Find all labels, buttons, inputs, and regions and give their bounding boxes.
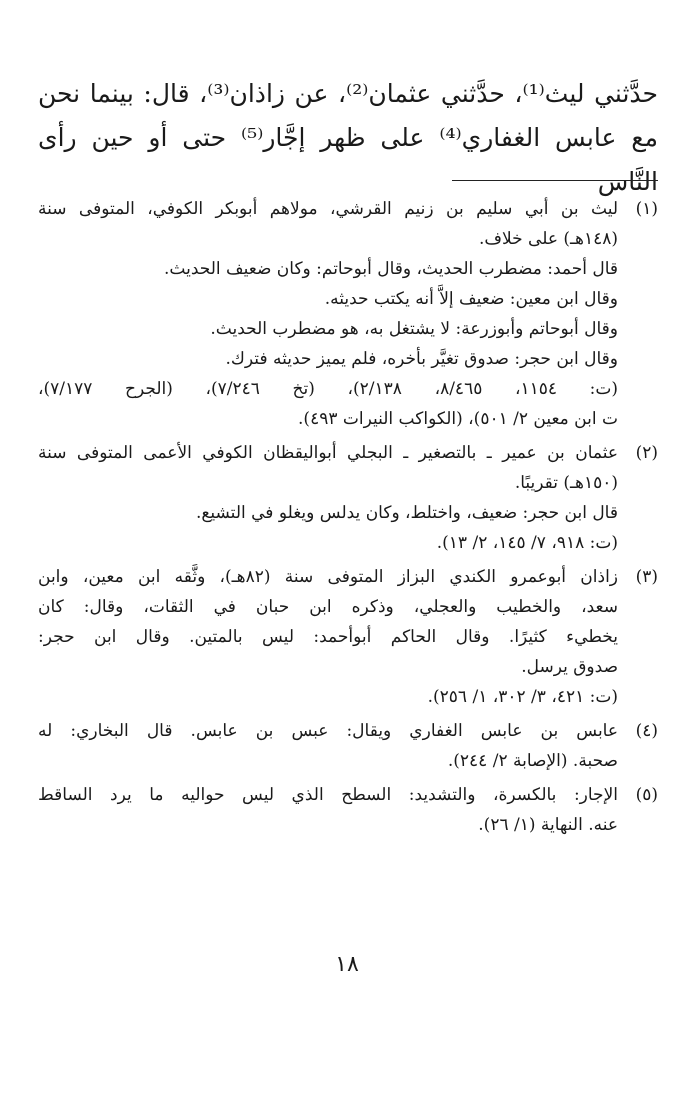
footnote-line: وقال ابن حجر: صدوق تغيَّر بأخره، فلم يميز حديثه فترك.: [225, 349, 618, 369]
footnote-line: الإجار: بالكسرة، والتشديد: السطح الذي ليس حواليه ما يرد الساقط: [38, 785, 618, 805]
footnote-line: يخطيء كثيرًا. وقال الحاكم أبوأحمد: ليس بالمتين. وقال ابن حجر:: [38, 627, 618, 647]
footnote-number: (١): [635, 199, 658, 219]
footnote-number: (٤): [635, 721, 658, 741]
footnote-3: [38, 562, 658, 712]
footnote-line: ليث بن أبي سليم بن زنيم القرشي، مولاهم أبوبكر الكوفي، المتوفى سنة: [38, 199, 618, 219]
footnote-line: صحبة. (الإصابة ٢/ ٢٤٤).: [447, 751, 618, 771]
footnote-line: وقال أبوحاتم وأبوزرعة: لا يشتغل به، هو مضطرب الحديث.: [210, 319, 618, 339]
footnote-1: [38, 194, 658, 434]
footnote-line: قال ابن حجر: ضعيف، واختلط، وكان يدلس ويغلو في التشيع.: [195, 503, 618, 523]
footnote-line: عنه. النهاية (١/ ٢٦).: [478, 815, 618, 835]
footnote-line: عابس بن عابس الغفاري ويقال: عبس بن عابس. قال البخاري: له: [38, 721, 618, 741]
footnote-line: (ت: ٤٢١، ٣/ ٣٠٢، ١/ ٢٥٦).: [427, 687, 618, 707]
footnotes: [38, 194, 658, 844]
main-text-block: [38, 72, 658, 204]
footnote-line: قال أحمد: مضطرب الحديث، وقال أبوحاتم: وكان ضعيف الحديث.: [163, 259, 618, 279]
main-text-line: مع عابس الغفاري⁽⁴⁾ على ظهر إجَّار⁽⁵⁾ حتى أو حين رأى النَّاس: [38, 123, 658, 196]
footnote-line: صدوق يرسل.: [521, 657, 618, 677]
footnote-4: [38, 716, 658, 776]
footnote-number: (٥): [635, 785, 658, 805]
page-number: ١٨: [335, 952, 359, 977]
footnote-line: عثمان بن عمير ـ بالتصغير ـ البجلي أبواليقظان الكوفي الأعمى المتوفى سنة: [38, 443, 618, 463]
main-text-line: حدَّثني ليث⁽¹⁾، حدَّثني عثمان⁽²⁾، عن زاذان⁽³⁾، قال: بينما نحن: [38, 79, 658, 108]
footnote-separator: [452, 180, 658, 181]
footnote-line: وقال ابن معين: ضعيف إلاَّ أنه يكتب حديثه.: [324, 289, 618, 309]
footnote-number: (٢): [635, 443, 658, 463]
footnote-2: [38, 438, 658, 558]
footnote-line: زاذان أبوعمرو الكندي البزاز المتوفى سنة (٨٢هـ)، وثَّقه ابن معين، وابن: [38, 567, 618, 587]
footnote-line: ت ابن معين ٢/ ٥٠١)، (الكواكب النيرات ٤٩٣).: [298, 409, 618, 429]
footnote-line: (ت: ١١٥٤، ٨/٤٦٥، ٢/١٣٨)، (تخ ٧/٢٤٦)، (الجرح ٧/١٧٧)،: [38, 379, 619, 399]
footnote-number: (٣): [635, 567, 658, 587]
footnote-line: (١٤٨هـ) على خلاف.: [478, 229, 618, 249]
footnote-line: سعد، والخطيب والعجلي، وذكره ابن حبان في الثقات، وقال: كان: [38, 597, 618, 617]
footnote-line: (ت: ٩١٨، ٧/ ١٤٥، ٢/ ١٣).: [436, 533, 618, 553]
footnote-line: (١٥٠هـ) تقريبًا.: [514, 473, 618, 493]
footnote-5: [38, 780, 658, 840]
